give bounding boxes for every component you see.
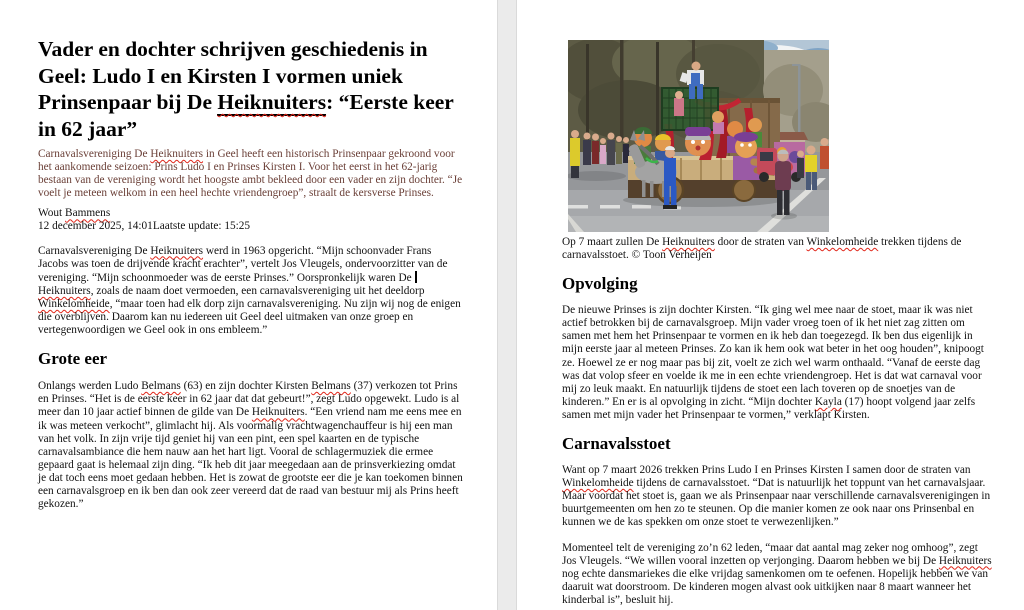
heading-carnavalsstoet[interactable]: Carnavalsstoet [562,434,671,454]
text-segment: nog echte dansmariekes die elke vrijdag samenkomen om te oefenen. Hopelijk hebben we van daaruit wat doorstroom. De kinderen mogen alvast ook uitkijken naar 8 maart wanneer het kinderbal is”, besluit hij. [562,567,988,606]
page-gap-divider [497,0,517,610]
article-figure[interactable] [562,40,992,262]
misspelled-word: Heiknuiters [38,284,91,297]
text-segment: , “maar toen had elk dorp zijn carnavalsvereniging. Nu zijn wij nog de enigen die overblijven. Daarom kan nu iedereen uit Geel deel uitmaken van onze groep en vertegenwoordigen we Geel ook in ons embleem.” [38,297,461,337]
text-segment: Wout [38,207,66,220]
paragraph-grote-eer[interactable] [38,380,463,511]
text-segment: Momenteel telt de vereniging zo’n 62 leden, “maar dat aantal mag zeker nog omhoog”, zegt Jos Vleugels. “We willen vooral inzetten op verjonging. Daarom hebben we bij De [562,541,978,567]
misspelled-word: Belmans [311,380,351,393]
misspelled-word: Kayla [814,395,842,408]
text-segment: : “Eerste keer in 62 jaar” [38,90,454,141]
misspelled-word: Heiknuiters [150,148,204,160]
text-segment: (17) hoopt volgend jaar zelfs samen met mijn vader het Prinsenpaar te vormen,” verklapt Kirsten. [562,395,976,421]
photo-caption [562,236,992,262]
misspelled-word: Heiknuiters [150,244,204,257]
dateline[interactable]: 12 december 2025, 14:01Laatste update: 15:25 [38,220,251,233]
text-segment: trekken tijdens de carnavalsstoet. © Toon Verheijen [562,236,962,262]
text-segment: Want op 7 maart 2026 trekken Prins Ludo I en Prinses Kirsten I samen door de straten van [562,464,971,477]
text-segment: tijdens de carnavalsstoet. “Dat is natuurlijk het toppunt van het carnavalsjaar. Maar voordat het stoet is, gaan we als Prinsenpaar naar verschillende carnavalsverenigingen in buurtgemeenten om hen zo te steunen. Op die manier komen ze ook naar ons Prinsenbal en kunnen we de kas spekken om onze stoet te verwezenlijken.” [562,477,991,529]
article-lede[interactable] [38,148,463,200]
text-segment: (37) verkozen tot Prins en Prinses. “Het is de eerste keer in 62 jaar dat dat gebeurt!”, zegt Ludo opgewekt. Ludo is al meer dan 10 jaar actief binnen de gilde van De [38,380,460,419]
text-segment: Carnavalsvereniging De [38,244,151,257]
text-segment: Onlangs werden Ludo [38,380,142,393]
misspelled-word: Winkelomheide [806,236,879,248]
heading-grote-eer[interactable]: Grote eer [38,349,108,369]
misspelled-word: Bammens [65,207,111,220]
page-left[interactable] [0,0,497,610]
page-right[interactable] [517,0,1024,610]
text-segment: Op 7 maart zullen De [562,236,663,248]
misspelled-word: Heiknuiters [217,90,327,114]
misspelled-word: Heiknuiters [251,406,305,419]
paragraph-history[interactable] [38,245,463,338]
text-caret [415,271,417,283]
misspelled-word: Heiknuiters [938,554,992,567]
misspelled-word: Heiknuiters [662,236,715,248]
byline[interactable] [38,207,463,220]
article-title[interactable] [38,36,463,142]
photo-caption-text[interactable] [562,236,992,262]
text-segment: Carnavalsvereniging De [38,148,151,160]
text-segment: (63) en zijn dochter Kirsten [180,380,312,393]
misspelled-word: Winkelomheide [38,297,110,310]
paragraph-carnavalsstoet-2[interactable] [562,542,992,607]
text-segment: werd in 1963 opgericht. “Mijn schoonvader Frans Jacobs was toen de drijvende kracht erachter”, vertelt Jos Vleugels, ondervoorzitter van de vereniging. “Mijn schoonmoeder was de eerste Prinses.” Oorspronkelijk waren De [38,244,448,284]
text-segment: . “Een vriend nam me eens mee en ik was meteen verkocht”, glimlacht hij. Als voormalig vrachtwagenchauffeur is hij een man van het volk. In zijn vrije tijd geniet hij van een pint, een spel kaarten en de typische carnavalsambiance die hem nauw aan het hart ligt. Vooral de schlagermuziek die ermee gepaard gaat is helemaal zijn ding. “Ik heb dit jaar meegedaan aan de prinsverkiezing omdat je dat toch eens moet gedaan hebben. Het is zowat de grootste eer die je kan toekomen binnen een carnavalsgroep en ik ben dan ook zeer vereerd dat de raad van bestuur mij als Prins heeft gekozen.” [38,406,463,511]
text-segment: De nieuwe Prinses is zijn dochter Kirsten. “Ik ging wel mee naar de stoet, maar ik was niet actief betrokken bij de carnavalsgroep. Mijn vader vroeg toen of ik het niet zag zitten om samen met hem het Prinsenpaar te vormen en ik heb dan toegezegd. Ik ben dus eigenlijk in mijn eerste jaar al meteen Prinses. Zo kan ik hem ook wat beter in het oog houden”, knipoogt ze. Hoewel ze er nog maar pas bij zit, voelt ze zich wel warm onthaald. “Vanaf de eerste dag was dat volop sfeer en voelde ik me in een echte vriendengroep. Het is dat wat carnaval voor mij zo leuk maakt. En natuurlijk tijdens de stoet een lach toveren op de snoetjes van de kinderen.” En er is al opvolging in zicht. “Mijn dochter [562,304,984,408]
misspelled-word: Winkelomheide [562,477,634,490]
text-segment: , zoals de naam doet vermoeden, een carnavalsvereniging uit het deeldorp [90,284,425,297]
misspelled-word: Belmans [141,380,181,393]
paragraph-carnavalsstoet-1[interactable] [562,464,992,529]
paragraph-opvolging[interactable] [562,304,992,422]
carnival-parade-photo[interactable] [568,40,829,232]
text-segment: in Geel heeft een historisch Prinsenpaar gekroond voor het aankomende seizoen: Prins Ludo I en Prinses Kirsten I. Voor het eerst in het 62-jarig bestaan van de vereniging wordt het hoogste ambt bekleed door een vader en zijn dochter. “Je voelt je meteen welkom in een heel hechte vriendengroep”, straalt de kersverse Prinses. [38,148,463,200]
text-segment: Vader en dochter schrijven geschiedenis in Geel: Ludo I en Kirsten I vormen uniek Prinsenpaar bij De [38,37,428,114]
text-segment: door de straten van [714,236,807,248]
heading-opvolging[interactable]: Opvolging [562,274,638,294]
